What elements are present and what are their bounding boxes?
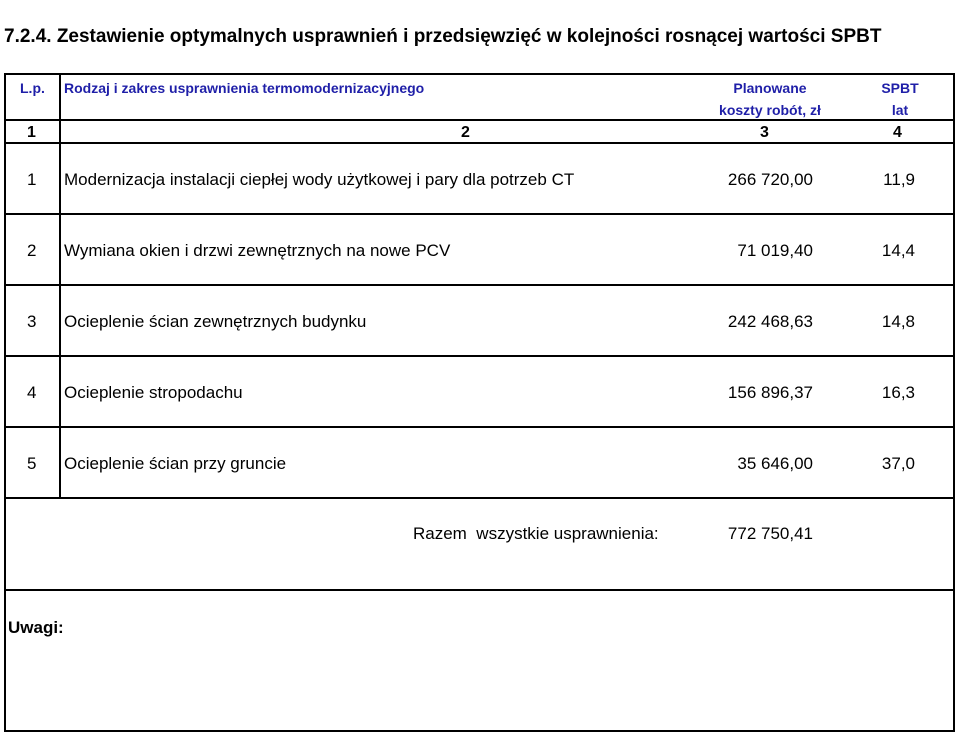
notes-label: Uwagi: [8,618,64,637]
row-spbt: 37,0 [881,454,915,473]
header-spbt-line2: lat [891,102,909,118]
row-spbt: 14,4 [881,241,915,260]
row-cost: 156 896,37 [727,383,813,402]
row-lp: 2 [27,241,37,260]
row-description: Ocieplenie stropodachu [64,383,243,402]
row-divider [4,497,955,499]
row-cost: 242 468,63 [727,312,813,331]
row-spbt: 11,9 [883,170,915,189]
total-value: 772 750,41 [727,524,813,543]
section-title: 7.2.4. Zestawienie optymalnych usprawnień i przedsięwzięć w kolejności rosnącej wartości SPBT [4,26,882,47]
header-spbt-line1: SPBT [881,80,919,96]
total-divider [4,589,955,591]
header-description: Rodzaj i zakres usprawnienia termomodernizacyjnego [64,80,425,96]
row-lp: 1 [27,170,37,189]
column-number: 2 [461,124,470,141]
row-spbt: 14,8 [881,312,915,331]
column-number: 1 [27,124,36,141]
row-description: Wymiana okien i drzwi zewnętrznych na nowe PCV [64,241,451,260]
row-lp: 4 [27,383,37,402]
header-cost-line2: koszty robót, zł [719,102,821,118]
row-cost: 71 019,40 [737,241,813,260]
row-lp: 5 [27,454,37,473]
row-cost: 35 646,00 [737,454,813,473]
column-number: 3 [760,124,769,141]
row-description: Ocieplenie ścian zewnętrznych budynku [64,312,367,331]
row-description: Modernizacja instalacji ciepłej wody użytkowej i pary dla potrzeb CT [64,170,575,189]
row-cost: 266 720,00 [727,170,813,189]
row-lp: 3 [27,312,37,331]
row-divider [4,284,955,286]
header-cost-line1: Planowane [733,80,807,96]
header-lp: L.p. [20,80,45,96]
total-label: Razem wszystkie usprawnienia: [413,524,659,543]
column-number: 4 [893,124,902,141]
row-description: Ocieplenie ścian przy gruncie [64,454,287,473]
row-divider [4,355,955,357]
row-spbt: 16,3 [881,383,915,402]
row-divider [4,426,955,428]
column-number-divider [4,142,955,144]
row-divider [4,213,955,215]
header-divider [4,119,955,121]
